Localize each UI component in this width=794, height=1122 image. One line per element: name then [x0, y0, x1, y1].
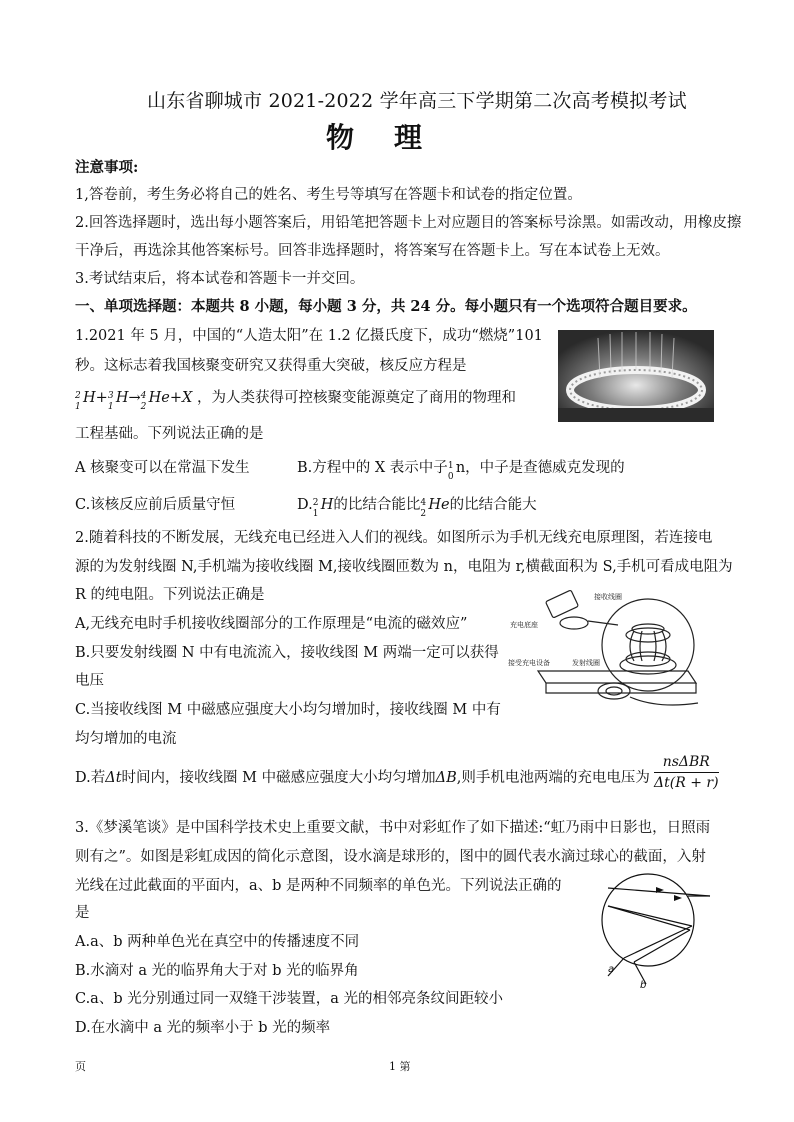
notice-heading: 注意事项: [75, 159, 139, 176]
q2-option-a: A,无线充电时手机接收线圈部分的工作原理是“电流的磁效应” [75, 616, 468, 632]
label-emitting-coil: 发射线圈 [572, 659, 600, 667]
q3-line2: 则有之”。如图是彩虹成因的简化示意图，设水滴是球形的，图中的圆代表水滴过球心的截面，入射 [75, 849, 706, 865]
q1-option-c: C.该核反应前后质量守恒 [75, 497, 236, 513]
q3-line4: 是 [75, 905, 90, 921]
q3-option-b: B.水滴对 a 光的临界角大于对 b 光的临界角 [75, 963, 359, 979]
notice-item-1: 1,答卷前，考生务必将自己的姓名、考生号等填写在答题卡和试卷的指定位置。 [75, 187, 582, 203]
section1-heading: 一、单项选择题：本题共 8 小题，每小题 3 分，共 24 分。每小题只有一个选项符合题目要求。 [75, 298, 697, 315]
q3-option-a: A.a、b 两种单色光在真空中的传播速度不同 [75, 934, 360, 950]
footer-left: 页 [75, 1060, 86, 1073]
q2-option-c2: 均匀增加的电流 [75, 731, 177, 747]
label-charging-base: 充电底座 [510, 621, 538, 629]
footer-page-number: 1 第 [389, 1060, 411, 1073]
q1-option-b: B.方程中的 X 表示中子 1 0 n，中子是查德威克发现的 [297, 460, 625, 482]
label-ray-a: a [608, 964, 615, 975]
q1-line1: 1.2021 年 5 月，中国的“人造太阳”在 1.2 亿摄氏度下，成功“燃烧”101 [75, 328, 543, 344]
q2-option-b2: 电压 [75, 673, 104, 689]
wireless-charging-diagram [508, 585, 714, 715]
q2-line3: R 的纯电阻。下列说法正确是 [75, 587, 265, 603]
label-ray-b: b [640, 980, 647, 990]
charging-voltage-fraction: nsΔBR Δt(R + r) [654, 754, 719, 791]
q3-line1: 3.《梦溪笔谈》是中国科学技术史上重要文献，书中对彩虹作了如下描述:“虹乃雨中日影也，日照雨 [75, 820, 711, 836]
label-receiving-device: 接受充电设备 [508, 659, 550, 667]
q2-line1: 2.随着科技的不断发展，无线充电已经进入人们的视线。如图所示为手机无线充电原理图，若连接电 [75, 530, 713, 546]
q1-option-a: A 核聚变可以在常温下发生 [75, 460, 250, 476]
notice-item-3: 3.考试结束后，将本试卷和答题卡一并交回。 [75, 271, 365, 287]
label-receiving-coil: 接收线圈 [594, 593, 622, 601]
notice-item-2b: 干净后，再选涂其他答案标号。回答非选择题时，将答案写在答题卡上。写在本试卷上无效。 [75, 243, 670, 259]
q2-option-d: D.若Δt时间内，接收线圈 M 中磁感应强度大小均匀增加ΔB,则手机电池两端的充电电压为 [75, 770, 650, 786]
notice-item-2a: 2.回答选择题时，选出每小题答案后，用铅笔把答题卡上对应题目的答案标号涂黑。如需改动，用橡皮擦 [75, 215, 742, 231]
nuclear-equation: 2 1 H+ 3 1 H→ 4 2 He+X [75, 390, 193, 412]
subject-title: 物理 [326, 121, 463, 154]
q2-line2: 源的为发射线圈 N,手机端为接收线圈 M,接收线圈匝数为 n，电阻为 r,横截面积为 S,手机可看成电阻为 [75, 559, 733, 575]
tokamak-photo [558, 330, 714, 422]
q1-line4: 工程基础。下列说法正确的是 [75, 426, 264, 442]
q1-option-d: D. 2 1 H的比结合能比 4 2 He的比结合能大 [297, 497, 537, 519]
q2-option-b1: B.只要发射线圈 N 中有电流流入，接收线图 M 两端一定可以获得 [75, 645, 499, 661]
q3-option-c: C.a、b 光分别通过同一双缝干涉装置，a 光的相邻亮条纹间距较小 [75, 991, 503, 1007]
q2-option-c1: C.当接收线图 M 中磁感应强度大小均匀增加时，接收线圈 M 中有 [75, 702, 501, 718]
q3-option-d: D.在水滴中 a 光的频率小于 b 光的频率 [75, 1020, 331, 1036]
exam-title: 山东省聊城市 2021-2022 学年高三下学期第二次高考模拟考试 [147, 90, 687, 112]
q1-line2: 秒。这标志着我国核聚变研究又获得重大突破，核反应方程是 [75, 358, 467, 374]
q1-equation-line: 2 1 H+ 3 1 H→ 4 2 He+X ，为人类获得可控核聚变能源奠定了商用的物理和 [75, 390, 516, 412]
q3-line3: 光线在过此截面的平面内，a、b 是两种不同频率的单色光。下列说法正确的 [75, 878, 562, 894]
raindrop-diagram [594, 866, 714, 990]
